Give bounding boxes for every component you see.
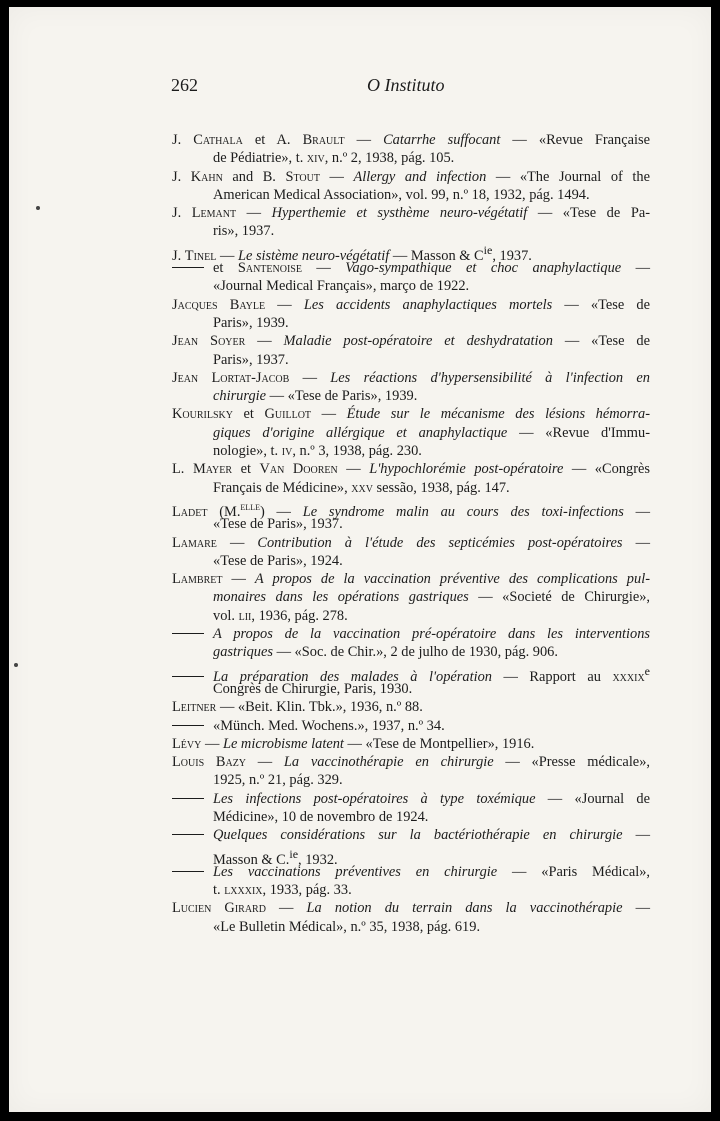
reference-line: Jean Lortat-Jacob — Les réactions d'hypersensibilité à l'infection en [172, 369, 650, 386]
reference-line: Quelques considérations sur la bactériothérapie en chirurgie — [172, 826, 650, 844]
reference-line: Jean Soyer — Maladie post-opératoire et deshydratation — «Tese de [172, 333, 650, 350]
reference-line-continuation: Paris», 1937. [213, 351, 289, 368]
page-header [9, 75, 711, 103]
reference-line-continuation: giques d'origine allérgique et anaphylactique — «Revue d'Immu- [213, 424, 650, 441]
reference-line-continuation: «Journal Medical Français», março de 1922. [213, 278, 470, 295]
scan-speck [36, 206, 40, 210]
reference-line-continuation: «Le Bulletin Médical», n.º 35, 1938, pág. 619. [213, 918, 481, 935]
reference-line-continuation: Congrès de Chirurgie, Paris, 1930. [213, 680, 413, 697]
reference-line-continuation: gastriques — «Soc. de Chir.», 2 de julho de 1930, pág. 906. [213, 644, 558, 661]
page-number: 262 [171, 75, 198, 95]
bibliography-list [172, 131, 650, 936]
reference-line-continuation: t. lxxxix, 1933, pág. 33. [213, 882, 352, 899]
running-title: O Instituto [367, 75, 445, 95]
reference-line: A propos de la vaccination pré-opératoire dans les interventions [172, 625, 650, 643]
document-page [9, 7, 711, 1112]
reference-line-continuation: Français de Médicine», xxv sessão, 1938, pág. 147. [213, 479, 510, 496]
scan-speck [14, 663, 18, 667]
reference-line: Lucien Girard — La notion du terrain dans la vaccinothérapie — [172, 900, 650, 917]
reference-line-continuation: «Tese de Paris», 1924. [213, 552, 343, 569]
reference-line: «Münch. Med. Wochens.», 1937, n.º 34. [172, 717, 650, 735]
reference-line: Ladet (M.$^{elle}$) — Le syndrome malin au cours des toxi-infections — [172, 498, 650, 520]
reference-line: L. Mayer et Van Dooren — L'hypochlorémie post-opératoire — «Congrès [172, 461, 650, 478]
reference-line-continuation: chirurgie — «Tese de Paris», 1939. [213, 388, 418, 405]
reference-line-continuation: monaires dans les opérations gastriques — «Societé de Chirurgie», [213, 589, 650, 606]
reference-line-continuation: 1925, n.º 21, pág. 329. [213, 772, 343, 789]
reference-line-continuation: ris», 1937. [213, 223, 275, 240]
reference-line: Leitner — «Beit. Klin. Tbk.», 1936, n.º 88. [172, 699, 423, 716]
reference-line-continuation: «Tese de Paris», 1937. [213, 516, 343, 533]
reference-line: La préparation des malades à l'opération — Rapport au xxxix$^e$ [172, 662, 650, 680]
reference-line: Lambret — A propos de la vaccination préventive des complications pul- [172, 571, 650, 588]
reference-line-continuation: Masson & C.$^{ie}$, 1932. [213, 846, 338, 868]
reference-line: Louis Bazy — La vaccinothérapie en chirurgie — «Presse médicale», [172, 754, 650, 771]
reference-line: J. Cathala et A. Brault — Catarrhe suffocant — «Revue Française [172, 132, 651, 148]
reference-line-continuation: Médicine», 10 de novembro de 1924. [213, 808, 429, 825]
reference-line: J. Lemant — Hyperthemie et systhème neuro-végétatif — «Tese de Pa- [172, 205, 650, 222]
reference-line-continuation: vol. lii, 1936, pág. 278. [213, 607, 348, 624]
reference-line: Lévy — Le microbisme latent — «Tese de Montpellier», 1916. [172, 735, 535, 752]
reference-line: Les vaccinations préventives en chirurgie — «Paris Médical», [172, 863, 650, 881]
reference-line-continuation: Paris», 1939. [213, 314, 289, 331]
reference-line: Kourilsky et Guillot — Étude sur le mécanisme des lésions hémorra- [172, 406, 650, 423]
reference-line-continuation: nologie», t. iv, n.º 3, 1938, pág. 230. [213, 443, 422, 460]
reference-line: J. Tinel — Le sistème neuro-végétatif — Masson & $C^{ie}$, 1937. [172, 242, 532, 264]
reference-line: et Santenoise — Vago-sympathique et choc anaphylactique — [172, 259, 650, 277]
reference-line: Les infections post-opératoires à type toxémique — «Journal de [172, 790, 650, 808]
reference-line: Lamare — Contribution à l'étude des septicémies post-opératoires — [172, 534, 650, 551]
reference-line: Jacques Bayle — Les accidents anaphylactiques mortels — «Tese de [172, 296, 651, 313]
reference-line-continuation: American Medical Association», vol. 99, n.º 18, 1932, pág. 1494. [213, 186, 590, 203]
reference-line-continuation: de Pédiatrie», t. xiv, n.º 2, 1938, pág. 105. [213, 150, 455, 167]
reference-line: J. Kahn and B. Stout — Allergy and infection — «The Journal of the [172, 168, 650, 185]
